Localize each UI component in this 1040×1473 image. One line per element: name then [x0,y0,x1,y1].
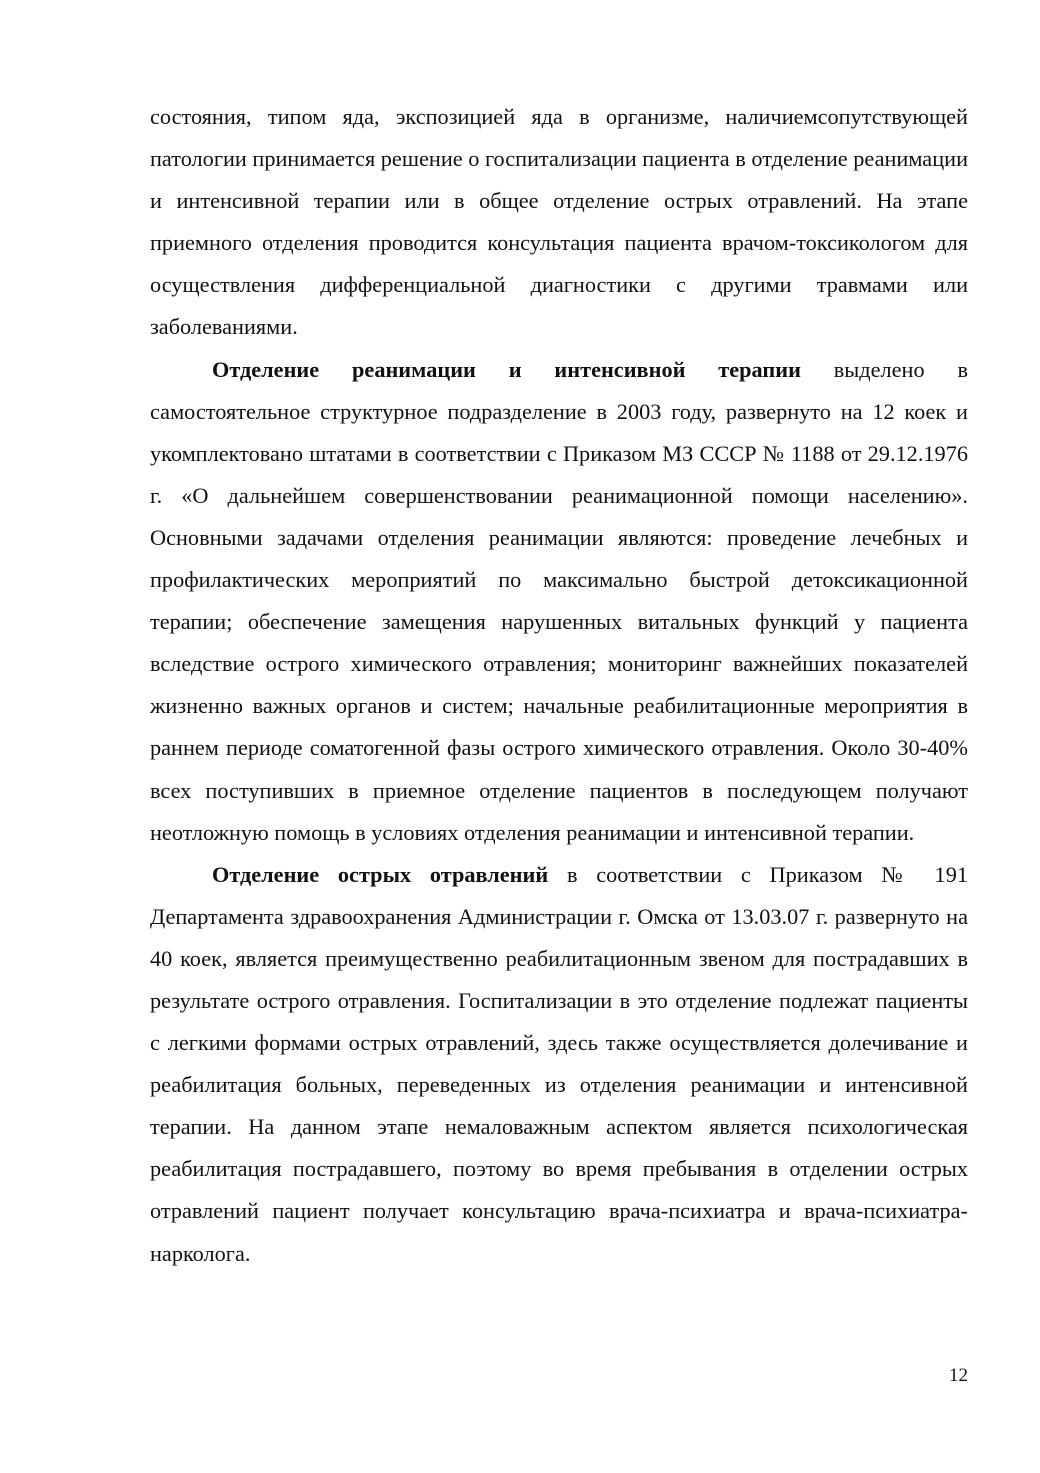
paragraph-text: в соответствии с Приказом № 191 Департамента здравоохранения Администрации г. Омска от 13.03.07 г. развернуто на 40 коек, является преимущественно реабилитационным звеном для пострадавших в результате острого отравления. Госпитализации в это отделение подлежат пациенты с легкими формами острых отравлений, здесь также осуществляется долечивание и реабилитация больных, переведенных из отделения реанимации и интенсивной терапии. На данном этапе немаловажным аспектом является психологическая реабилитация пострадавшего, поэтому во время пребывания в отделении острых отравлений пациент получает консультацию врача-психиатра и врача-психиатра-нарколога. [150,861,968,1266]
paragraph-text: выделено в самостоятельное структурное подразделение в 2003 году, развернуто на 12 коек и укомплектовано штатами в соответствии с Приказом МЗ СССР № 1188 от 29.12.1976 г. «О дальнейшем совершенствовании реанимационной помощи населению». Основными задачами отделения реанимации являются: проведение лечебных и профилактических мероприятий по максимально быстрой детоксикационной терапии; обеспечение замещения нарушенных витальных функций у пациента вследствие острого химического отравления; мониторинг важнейших показателей жизненно важных органов и систем; начальные реабилитационные мероприятия в раннем периоде соматогенной фазы острого химического отравления. Около 30-40% всех поступивших в приемное отделение пациентов в последующем получают неотложную помощь в условиях отделения реанимации и интенсивной терапии. [150,356,969,845]
paragraph-icu-department [150,349,968,854]
section-heading-poisoning: Отделение острых отравлений [212,861,549,887]
paragraph-text: состояния, типом яда, экспозицией яда в организме, наличиемсопутствующей патологии принимается решение о госпитализации пациента в отделение реанимации и интенсивной терапии или в общее отделение острых отравлений. На этапе приемного отделения проводится консультация пациента врачом-токсикологом для осуществления дифференциальной диагностики с другими травмами или заболеваниями. [150,104,968,340]
document-page [150,96,968,1275]
paragraph-poisoning-department [150,854,968,1275]
paragraph-intake-decision [150,96,968,349]
page-number: 12 [949,1365,968,1386]
section-heading-icu: Отделение реанимации и интенсивной терапии [212,356,801,382]
